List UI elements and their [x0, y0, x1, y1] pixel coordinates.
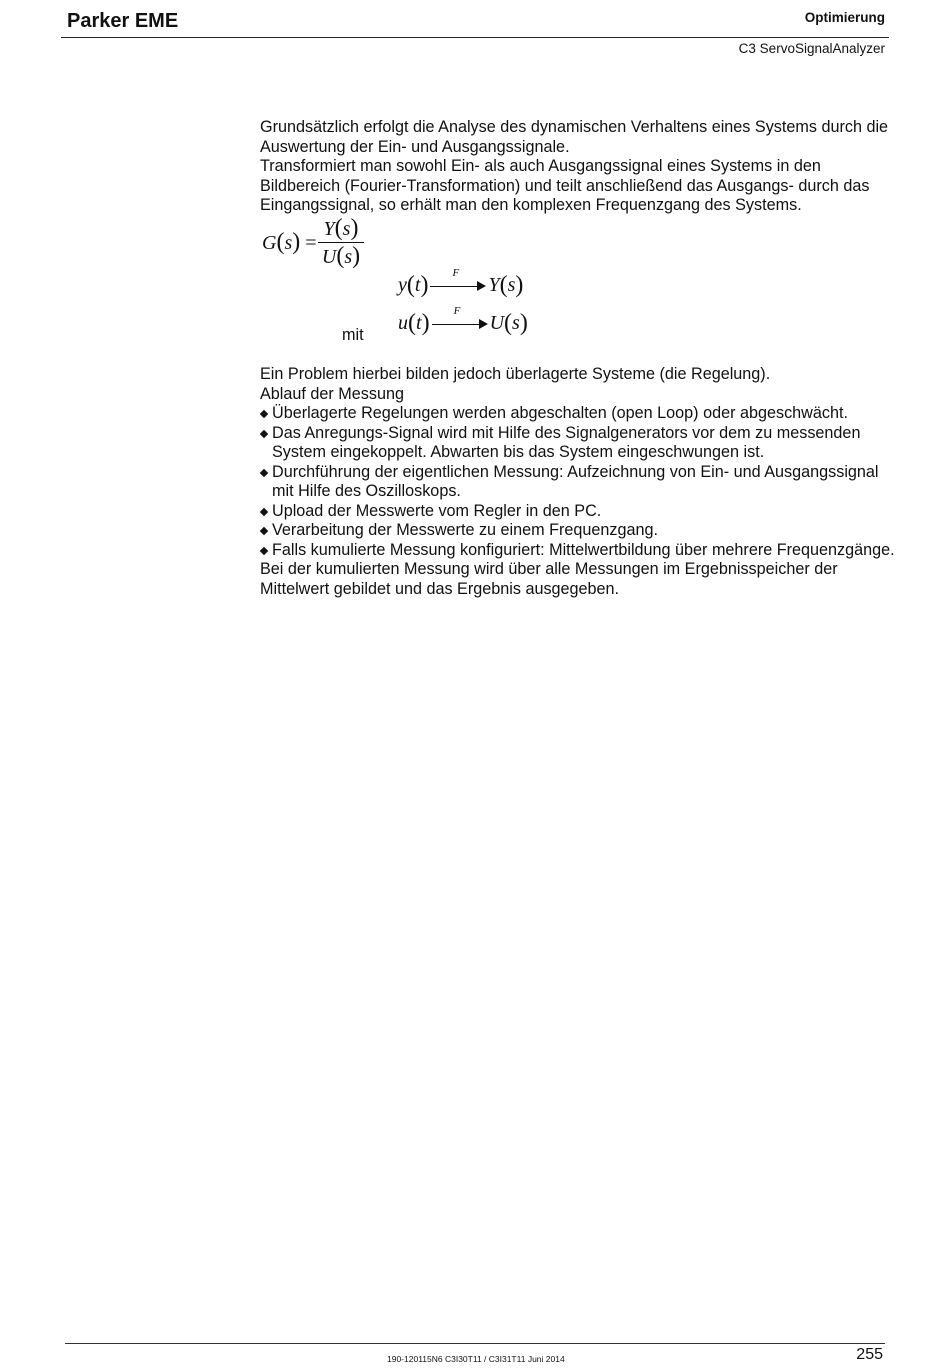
formula-den-var: U: [321, 246, 337, 268]
diamond-bullet-icon: [260, 527, 268, 535]
list-item: [260, 541, 900, 561]
diamond-bullet-icon: [260, 546, 268, 554]
list-item: [260, 502, 900, 522]
list-item-text: Das Anregungs-Signal wird mit Hilfe des Signalgenerators vor dem zu messenden System eingekoppelt. Abwarten bis das System eingeschwungen ist.: [272, 423, 861, 461]
row1-right-arg: s: [507, 274, 516, 296]
list-item-text: Durchführung der eigentlichen Messung: Aufzeichnung von Ein- und Ausgangssignal mit Hilfe des Oszilloskops.: [272, 462, 879, 500]
fourier-arrow-icon: [432, 304, 488, 329]
list-item: [260, 521, 900, 541]
list-item-text: Upload der Messwerte vom Regler in den PC.: [272, 501, 602, 520]
header-divider: [61, 37, 889, 38]
transform-row-input: u ( t ) F U ( s ): [398, 304, 528, 336]
formula-g-arg: s: [284, 232, 293, 254]
formula-numerator: Y(s): [323, 215, 359, 241]
row1-right-var: Y: [488, 274, 500, 296]
fourier-arrow-icon: [430, 266, 486, 291]
problem-paragraph: Ein Problem hierbei bilden jedoch überlagerte Systeme (die Regelung).: [260, 365, 771, 383]
list-item: [260, 404, 900, 424]
list-item: [260, 424, 900, 463]
row1-left-var: y: [398, 274, 407, 296]
intro-paragraph-2: Transformiert man sowohl Ein- als auch Ausgangssignal eines Systems in den Bildbereich (Fourier-Transformation) und teilt anschließend das Ausgangs- durch das Eingangssignal, so erhält man den komplexen Frequenzgang des Systems.: [260, 157, 870, 214]
formula-den-arg: s: [344, 246, 353, 268]
row2-left-arg: t: [416, 312, 422, 334]
page-number: 255: [856, 1346, 883, 1363]
list-item-text: Falls kumulierte Messung konfiguriert: Mittelwertbildung über mehrere Frequenzgänge.: [272, 540, 895, 559]
intro-block: [260, 118, 900, 216]
footer-divider: [65, 1343, 885, 1344]
formula-denominator: U(s): [321, 243, 361, 269]
section-title: Optimierung: [804, 10, 885, 25]
formula-equals: =: [305, 232, 317, 254]
row2-op-label: F: [453, 304, 461, 317]
procedure-list: [260, 404, 900, 560]
row1-op-label: F: [452, 266, 460, 279]
formula-lhs: G(s) =: [262, 229, 317, 255]
row2-right-arg: s: [512, 312, 520, 334]
formula-num-var: Y: [323, 218, 335, 240]
diamond-bullet-icon: [260, 410, 268, 418]
footer-reference: 190-120115N6 C3I30T11 / C3I31T11 Juni 2014: [387, 1354, 565, 1364]
transform-row-output: y ( t ) F Y ( s ): [398, 266, 524, 298]
procedure-block: [260, 365, 900, 599]
list-item: [260, 463, 900, 502]
closing-paragraph: Bei der kumulierten Messung wird über alle Messungen im Ergebnisspeicher der Mittelwert gebildet und das Ergebnis ausgegeben.: [260, 560, 838, 598]
formula-num-arg: s: [342, 218, 351, 240]
row2-right-var: U: [489, 312, 505, 334]
list-item-text: Überlagerte Regelungen werden abgeschalten (open Loop) oder abgeschwächt.: [272, 404, 848, 422]
row2-left-var: u: [398, 312, 408, 334]
brand-title: Parker EME: [67, 10, 179, 32]
chapter-title: C3 ServoSignalAnalyzer: [738, 41, 885, 56]
diamond-bullet-icon: [260, 468, 268, 476]
formula-g-var: G: [262, 232, 277, 254]
list-item-text: Verarbeitung der Messwerte zu einem Frequenzgang.: [272, 521, 659, 539]
diamond-bullet-icon: [260, 507, 268, 515]
diamond-bullet-icon: [260, 429, 268, 437]
intro-paragraph-1: Grundsätzlich erfolgt die Analyse des dynamischen Verhaltens eines Systems durch die Auswertung der Ein- und Ausgangssignale.: [260, 118, 889, 156]
row1-left-arg: t: [414, 274, 421, 296]
procedure-heading: Ablauf der Messung: [260, 384, 404, 403]
mit-label: mit: [342, 326, 364, 344]
formula-fraction: [320, 215, 362, 270]
